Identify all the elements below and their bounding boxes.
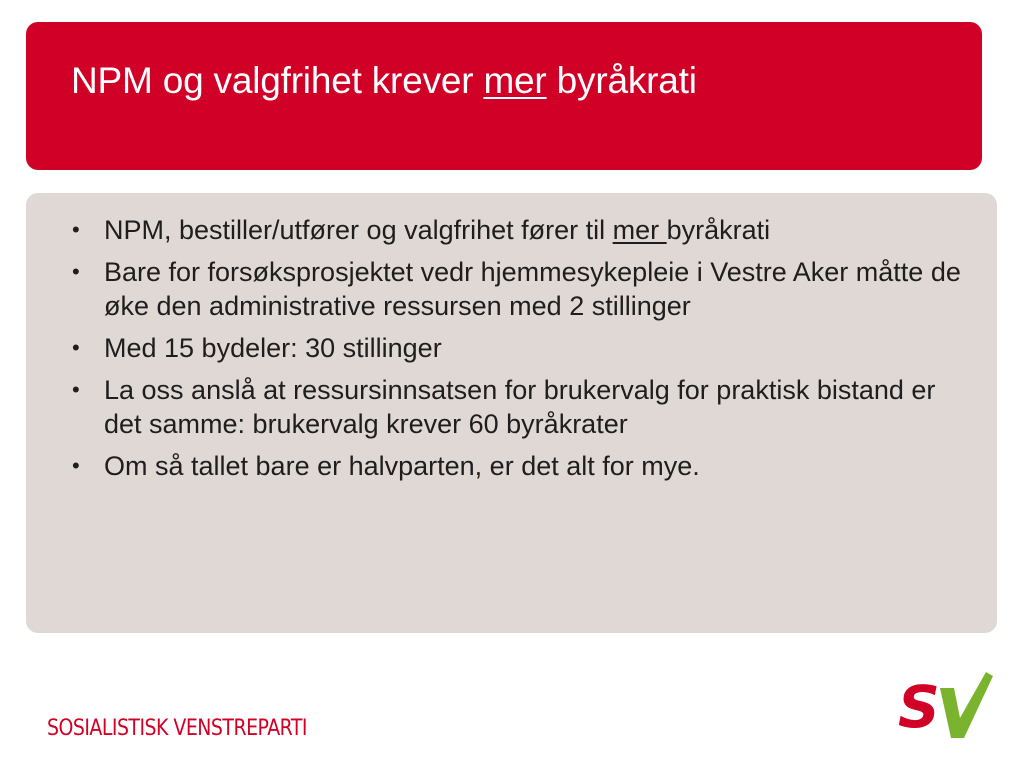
bullet-text: Om så tallet bare er halvparten, er det alt for mye.: [104, 451, 700, 481]
bullet-item: [72, 373, 972, 441]
bullet-text: NPM, bestiller/utfører og valgfrihet fører til: [104, 215, 613, 245]
sv-logo: [896, 668, 996, 746]
bullet-icon: •: [72, 377, 80, 402]
logo-checkmark-icon: [896, 668, 996, 746]
bullet-icon: •: [72, 453, 80, 478]
bullet-list: [72, 213, 972, 491]
bullet-item: [72, 449, 972, 483]
bullet-icon: •: [72, 335, 80, 360]
slide-title-suffix: byråkrati: [546, 60, 697, 101]
bullet-icon: •: [72, 217, 80, 242]
bullet-text-underlined: mer: [612, 215, 667, 245]
bullet-item: [72, 213, 972, 247]
bullet-text: Med 15 bydeler: 30 stillinger: [104, 333, 442, 363]
slide-title: [71, 60, 697, 102]
bullet-icon: •: [72, 259, 80, 284]
logo-checkmark-shape: [940, 672, 993, 738]
bullet-text: La oss anslå at ressursinnsatsen for brukervalg for praktisk bistand er det samme: brukervalg krever 60 byråkrater: [104, 375, 936, 439]
logo-letter-s: S: [898, 673, 936, 741]
slide-title-prefix: NPM og valgfrihet krever: [71, 60, 484, 101]
title-bar: [26, 22, 982, 170]
content-box: [26, 193, 997, 633]
bullet-text-end: byråkrati: [666, 215, 771, 245]
slide-title-emphasis: mer: [483, 60, 547, 101]
party-name: SOSIALISTISK VENSTREPARTI: [47, 716, 308, 741]
bullet-text: Bare for forsøksprosjektet vedr hjemmesykepleie i Vestre Aker måtte de øke den administrative ressursen med 2 stillinger: [104, 257, 961, 321]
bullet-item: [72, 255, 972, 323]
bullet-item: [72, 331, 972, 365]
